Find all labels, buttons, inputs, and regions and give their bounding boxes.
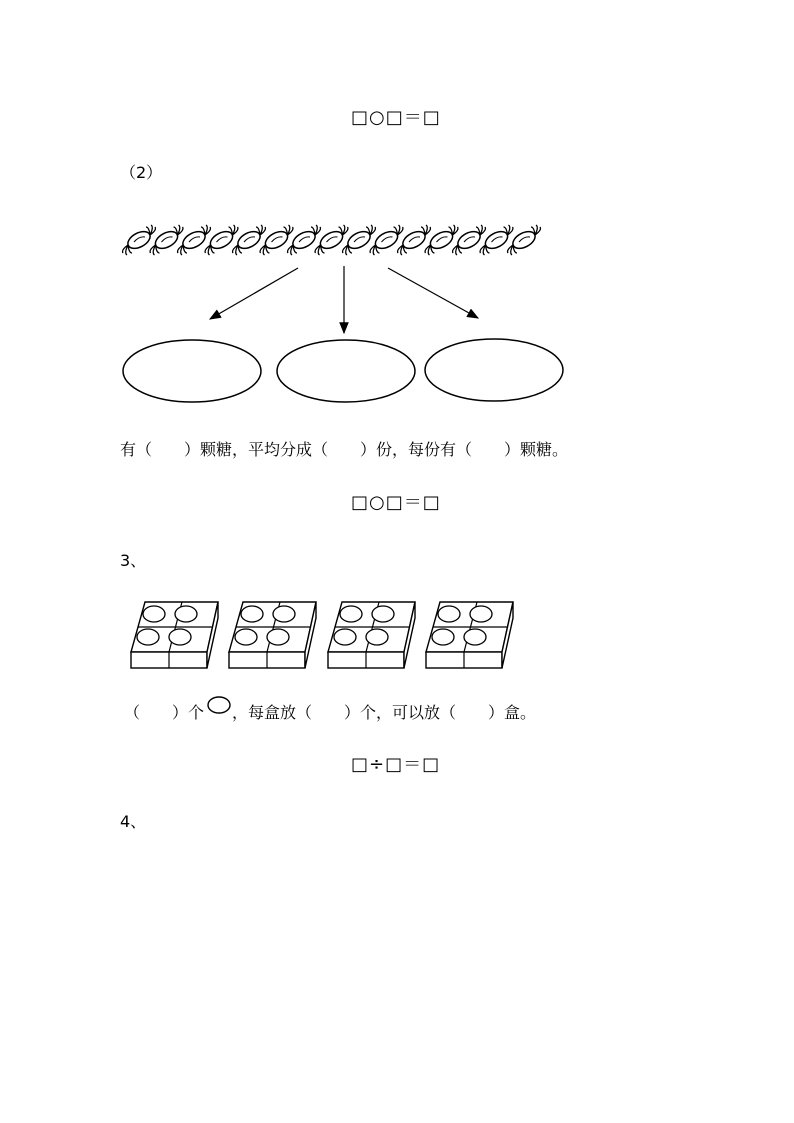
egg-in-box xyxy=(464,629,486,645)
candy-question-sentence: 有（ ）颗糖，平均分成（ ）份，每份有（ ）颗糖。 xyxy=(120,440,569,459)
candy-row xyxy=(123,225,541,255)
egg-in-box xyxy=(267,629,289,645)
egg-icon xyxy=(208,697,230,713)
question-label-2: （2） xyxy=(120,163,163,182)
egg-in-box xyxy=(175,606,197,622)
arrow-right xyxy=(388,268,478,318)
egg-in-box xyxy=(366,629,388,645)
egg-box xyxy=(229,602,316,668)
egg-in-box xyxy=(340,606,362,622)
egg-box-row xyxy=(131,602,513,668)
egg-in-box xyxy=(432,629,454,645)
equation-template-3: □÷□＝□ xyxy=(351,754,441,775)
equation-template-1: □○□＝□ xyxy=(351,107,441,128)
question-label-4: 4、 xyxy=(120,812,147,831)
plate-ellipse xyxy=(123,340,261,402)
egg-in-box xyxy=(169,629,191,645)
egg-in-box xyxy=(137,629,159,645)
egg-question-part1: （ ）个 xyxy=(124,703,205,722)
egg-in-box xyxy=(470,606,492,622)
equation-template-2: □○□＝□ xyxy=(351,492,441,513)
egg-box xyxy=(328,602,415,668)
egg-in-box xyxy=(241,606,263,622)
plate-ellipse xyxy=(425,339,563,401)
egg-question-part2: ，每盒放（ ）个，可以放（ ）盒。 xyxy=(232,703,537,722)
egg-in-box xyxy=(372,606,394,622)
egg-in-box xyxy=(273,606,295,622)
plate-ellipse xyxy=(277,340,415,402)
egg-box xyxy=(131,602,218,668)
arrow-left xyxy=(210,268,298,319)
egg-box xyxy=(426,602,513,668)
egg-in-box xyxy=(235,629,257,645)
egg-in-box xyxy=(143,606,165,622)
egg-in-box xyxy=(438,606,460,622)
question-label-3: 3、 xyxy=(120,551,147,570)
egg-in-box xyxy=(334,629,356,645)
